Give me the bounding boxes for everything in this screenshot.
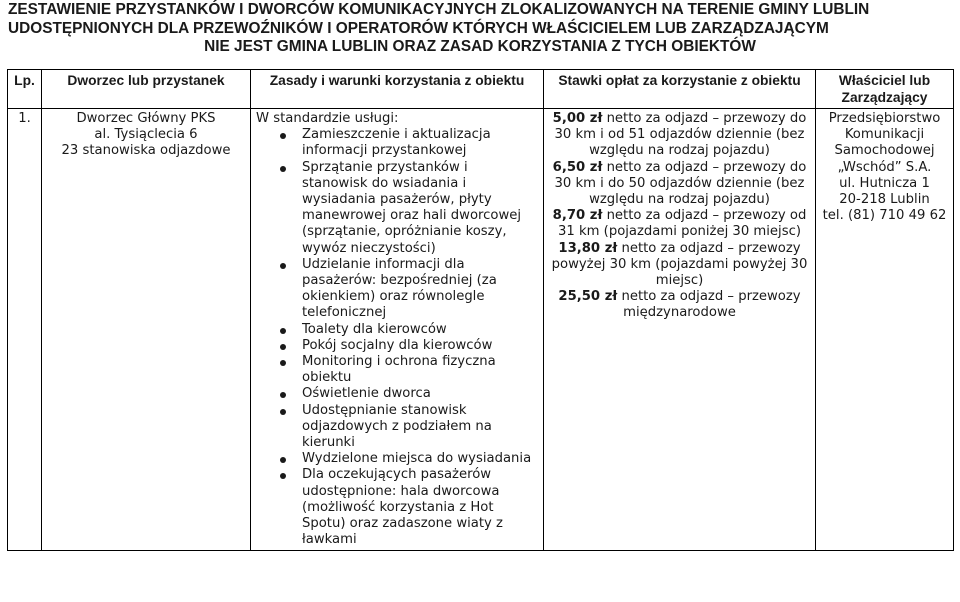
header-fees: Stawki opłat za korzystanie z obiektu xyxy=(544,70,816,109)
stop-address: al. Tysiąclecia 6 xyxy=(94,127,198,143)
bullet-icon xyxy=(280,457,286,463)
fee-amount: 5,00 zł xyxy=(552,111,603,126)
list-item xyxy=(254,386,540,402)
owner-line: Komunikacji xyxy=(844,127,925,143)
list-item xyxy=(254,467,540,548)
owner-line: 20-218 Lublin xyxy=(839,192,930,208)
service-item-text: Oświetlenie dworca xyxy=(302,386,431,402)
owner-line: „Wschód” S.A. xyxy=(837,159,932,175)
fee-description: netto za odjazd – przewozy międzynarodowe xyxy=(621,289,801,321)
list-item xyxy=(254,403,540,452)
table-row xyxy=(8,109,954,551)
fee-rate xyxy=(547,111,812,160)
bullet-icon xyxy=(280,166,286,172)
service-item-text: Udostępnianie stanowisk odjazdowych z podziałem na kierunki xyxy=(302,402,492,451)
bullet-icon xyxy=(280,263,286,269)
service-item-text: Zamieszczenie i aktualizacja informacji przystankowej xyxy=(302,127,491,159)
fee-rate xyxy=(547,208,812,240)
list-item xyxy=(254,322,540,338)
table-header-row xyxy=(8,70,954,109)
header-rules: Zasady i warunki korzystania z obiektu xyxy=(251,70,544,109)
owner-line: tel. (81) 710 49 62 xyxy=(822,208,947,224)
list-item xyxy=(254,451,540,467)
list-item xyxy=(254,354,540,386)
cell-lp: 1. xyxy=(8,109,42,551)
fee-description: netto za odjazd – przewozy od 31 km (pojazdami poniżej 30 miejsc) xyxy=(558,208,807,240)
list-item xyxy=(254,257,540,322)
list-item xyxy=(254,127,540,159)
service-item-text: Pokój socjalny dla kierowców xyxy=(302,337,493,353)
bullet-icon xyxy=(280,344,286,350)
stop-name: Dworzec Główny PKS xyxy=(76,111,216,126)
owner-line: ul. Hutnicza 1 xyxy=(839,175,930,191)
cell-rules xyxy=(251,109,544,551)
bullet-icon xyxy=(280,360,286,366)
fee-rate xyxy=(547,241,812,290)
title-line-3: NIE JEST GMINA LUBLIN ORAZ ZASAD KORZYSTANIA Z TYCH OBIEKTÓW xyxy=(204,38,756,55)
cell-owner xyxy=(816,109,954,551)
rules-intro: W standardzie usługi: xyxy=(256,111,399,126)
list-item xyxy=(254,338,540,354)
title-line-2: UDOSTĘPNIONYCH DLA PRZEWOŹNIKÓW I OPERATORÓW KTÓRYCH WŁAŚCICIELEM LUB ZARZĄDZAJĄCYM xyxy=(8,19,829,37)
fee-amount: 8,70 zł xyxy=(552,208,603,224)
service-list xyxy=(254,127,540,548)
service-item-text: Dla oczekujących pasażerów udostępnione: hala dworcowa (możliwość korzystania z Hot Spotu) oraz zadaszone wiaty z ławkami xyxy=(302,467,503,548)
title-line-1: ZESTAWIENIE PRZYSTANKÓW I DWORCÓW KOMUNIKACYJNYCH ZLOKALIZOWANYCH NA TERENIE GMINY LUBLIN xyxy=(8,1,870,18)
bullet-icon xyxy=(280,409,286,415)
stop-platforms: 23 stanowiska odjazdowe xyxy=(61,143,231,159)
fee-amount: 6,50 zł xyxy=(552,159,603,175)
cell-fees xyxy=(544,109,816,551)
bullet-icon xyxy=(280,392,286,398)
owner-line: Samochodowej xyxy=(834,143,935,159)
service-item-text: Sprzątanie przystanków i stanowisk do wsiadania i wysiadania pasażerów, płyty manewrowej oraz hali dworcowej (sprzątanie, opróżnianie koszy, wywóz nieczystości) xyxy=(302,159,522,256)
service-item-text: Udzielanie informacji dla pasażerów: bezpośredniej (za okienkiem) oraz równolegle telefonicznej xyxy=(302,256,497,321)
bullet-icon xyxy=(280,473,286,479)
header-stop: Dworzec lub przystanek xyxy=(42,70,251,109)
fee-amount: 25,50 zł xyxy=(558,289,618,305)
fee-description: netto za odjazd – przewozy do 30 km i od 51 odjazdów dziennie (bez względu na rodzaj pojazdu) xyxy=(554,111,807,159)
bullet-icon xyxy=(280,328,286,334)
fee-rate xyxy=(547,160,812,209)
owner-line: Przedsiębiorstwo xyxy=(828,111,941,126)
fee-rate xyxy=(547,289,812,321)
cell-stop xyxy=(42,109,251,551)
header-lp: Lp. xyxy=(8,70,42,109)
fee-description: netto za odjazd – przewozy do 30 km i do 50 odjazdów dziennie (bez względu na rodzaj pojazdu) xyxy=(554,159,807,208)
stations-table xyxy=(7,69,954,551)
service-item-text: Toalety dla kierowców xyxy=(302,321,447,337)
fee-description: netto za odjazd – przewozy powyżej 30 km (pojazdami powyżej 30 miejsc) xyxy=(551,240,808,289)
service-item-text: Monitoring i ochrona fizyczna obiektu xyxy=(302,354,496,386)
service-item-text: Wydzielone miejsca do wysiadania xyxy=(302,451,532,467)
header-owner: Właściciel lub Zarządzający xyxy=(816,70,954,109)
document-title xyxy=(8,1,952,57)
list-item xyxy=(254,160,540,257)
bullet-icon xyxy=(280,133,286,139)
fee-amount: 13,80 zł xyxy=(558,240,618,256)
